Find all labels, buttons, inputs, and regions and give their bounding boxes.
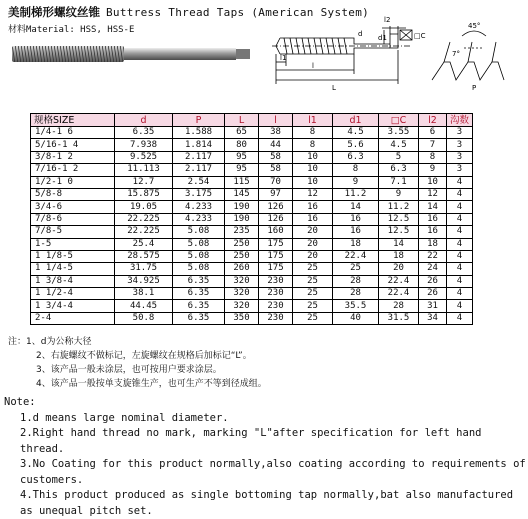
- table-cell: 6.35: [115, 127, 173, 139]
- table-cell: 28.575: [115, 250, 173, 262]
- table-row: [31, 151, 473, 163]
- table-cell: 8: [293, 127, 333, 139]
- column-header: 沟数: [447, 114, 473, 127]
- table-row: [31, 263, 473, 275]
- en-note-1: 1.d means large nominal diameter.: [20, 411, 229, 424]
- table-cell: 9.525: [115, 151, 173, 163]
- table-cell: 4: [447, 275, 473, 287]
- table-cell: 16: [419, 213, 447, 225]
- table-cell: 10: [293, 151, 333, 163]
- spec-table: [30, 113, 473, 325]
- table-cell: 16: [333, 213, 379, 225]
- table-cell: 12: [293, 188, 333, 200]
- table-cell: 70: [259, 176, 293, 188]
- title-cn: 美制梯形螺纹丝锥: [8, 5, 100, 19]
- table-cell: 6.35: [173, 312, 225, 324]
- table-cell: 19.05: [115, 201, 173, 213]
- table-cell: 3: [447, 127, 473, 139]
- tap-dimension-diagram: [272, 8, 524, 108]
- table-cell: 28: [333, 275, 379, 287]
- table-row: [31, 176, 473, 188]
- table-cell: 2.117: [173, 164, 225, 176]
- table-cell: 9: [333, 176, 379, 188]
- table-cell: 58: [259, 164, 293, 176]
- table-cell: 5.08: [173, 238, 225, 250]
- table-cell: 6.3: [379, 164, 419, 176]
- table-cell: 24: [419, 263, 447, 275]
- table-row: [31, 275, 473, 287]
- table-cell: 16: [419, 226, 447, 238]
- column-header: L: [225, 114, 259, 127]
- table-cell: 34.925: [115, 275, 173, 287]
- table-cell: 9: [379, 188, 419, 200]
- table-cell: 18: [333, 238, 379, 250]
- table-cell: 1 1/2-4: [31, 288, 115, 300]
- table-row: [31, 300, 473, 312]
- table-cell: 25: [293, 300, 333, 312]
- table-cell: 1 3/4-4: [31, 300, 115, 312]
- table-cell: 7.938: [115, 139, 173, 151]
- table-cell: 80: [225, 139, 259, 151]
- table-cell: 126: [259, 201, 293, 213]
- table-cell: 126: [259, 213, 293, 225]
- table-cell: 22.4: [379, 288, 419, 300]
- table-cell: 58: [259, 151, 293, 163]
- table-cell: 34: [419, 312, 447, 324]
- table-cell: 3/8-1 2: [31, 151, 115, 163]
- table-cell: 4.233: [173, 213, 225, 225]
- column-header: l2: [419, 114, 447, 127]
- table-cell: 35.5: [333, 300, 379, 312]
- table-cell: 230: [259, 288, 293, 300]
- table-cell: 1/2-1 0: [31, 176, 115, 188]
- table-cell: 175: [259, 250, 293, 262]
- material-label: 材料Material: HSS, HSS-E: [8, 25, 135, 35]
- table-cell: 230: [259, 312, 293, 324]
- table-cell: 12: [419, 188, 447, 200]
- table-cell: 97: [259, 188, 293, 200]
- table-cell: 5.08: [173, 226, 225, 238]
- table-row: [31, 139, 473, 151]
- dim-l: l: [312, 62, 314, 70]
- table-cell: 18: [419, 238, 447, 250]
- table-row: [31, 238, 473, 250]
- table-cell: 1 1/4-5: [31, 263, 115, 275]
- cn-note-1: 1、d为公称大径: [26, 337, 92, 347]
- table-cell: 5.6: [333, 139, 379, 151]
- table-cell: 26: [419, 288, 447, 300]
- table-cell: 3: [447, 139, 473, 151]
- table-cell: 3/4-6: [31, 201, 115, 213]
- table-cell: 10: [293, 164, 333, 176]
- table-cell: 16: [293, 201, 333, 213]
- table-cell: 8: [419, 151, 447, 163]
- table-cell: 25: [293, 275, 333, 287]
- table-cell: 320: [225, 288, 259, 300]
- table-cell: 20: [293, 250, 333, 262]
- cn-note-4: 4、该产品一般按单支旋锥生产，也可生产不等到径成组。: [36, 379, 267, 389]
- table-cell: 6.35: [173, 300, 225, 312]
- table-cell: 3.55: [379, 127, 419, 139]
- dim-d: d: [358, 30, 363, 38]
- table-cell: 320: [225, 300, 259, 312]
- table-cell: 40: [333, 312, 379, 324]
- table-cell: 12.7: [115, 176, 173, 188]
- table-cell: 28: [333, 288, 379, 300]
- table-cell: 4: [447, 288, 473, 300]
- title-en: Buttress Thread Taps (American System): [106, 6, 370, 19]
- table-cell: 10: [293, 176, 333, 188]
- en-note-3: 3.No Coating for this product normally,also coating according to requirements of customers.: [20, 458, 526, 486]
- table-cell: 20: [293, 238, 333, 250]
- table-cell: 190: [225, 213, 259, 225]
- table-cell: 235: [225, 226, 259, 238]
- table-cell: 22.4: [333, 250, 379, 262]
- table-cell: 175: [259, 263, 293, 275]
- table-cell: 14: [379, 238, 419, 250]
- chinese-notes: [8, 335, 267, 391]
- table-row: [31, 213, 473, 225]
- table-cell: 95: [225, 164, 259, 176]
- table-cell: 12.5: [379, 226, 419, 238]
- table-cell: 250: [225, 250, 259, 262]
- table-cell: 160: [259, 226, 293, 238]
- table-cell: 20: [293, 226, 333, 238]
- table-cell: 25: [293, 288, 333, 300]
- table-cell: 15.875: [115, 188, 173, 200]
- table-cell: 20: [379, 263, 419, 275]
- spec-table-header: [31, 114, 473, 127]
- table-cell: 25: [293, 263, 333, 275]
- table-cell: 31: [419, 300, 447, 312]
- table-cell: 6.35: [173, 288, 225, 300]
- table-cell: 1-5: [31, 238, 115, 250]
- table-cell: 4: [447, 250, 473, 262]
- table-cell: 7.1: [379, 176, 419, 188]
- table-cell: 4.5: [379, 139, 419, 151]
- table-cell: 16: [293, 213, 333, 225]
- table-cell: 11.2: [379, 201, 419, 213]
- table-cell: 14: [419, 201, 447, 213]
- header-row: [31, 114, 473, 127]
- table-cell: 6.3: [333, 151, 379, 163]
- table-cell: 1.588: [173, 127, 225, 139]
- table-cell: 22.225: [115, 226, 173, 238]
- column-header: d: [115, 114, 173, 127]
- spec-table-body: [31, 127, 473, 325]
- table-cell: 115: [225, 176, 259, 188]
- table-cell: 8: [333, 164, 379, 176]
- table-cell: 250: [225, 238, 259, 250]
- table-cell: 8: [293, 139, 333, 151]
- table-cell: 22: [419, 250, 447, 262]
- table-cell: 44: [259, 139, 293, 151]
- table-cell: 11.113: [115, 164, 173, 176]
- cn-note-2: 2、右旋螺纹不做标记，左旋螺纹在规格后加标记“L”。: [36, 351, 252, 361]
- table-cell: 22.4: [379, 275, 419, 287]
- table-cell: 4: [447, 213, 473, 225]
- column-header: l1: [293, 114, 333, 127]
- table-cell: 10: [419, 176, 447, 188]
- table-cell: 38.1: [115, 288, 173, 300]
- table-cell: 50.8: [115, 312, 173, 324]
- table-cell: 4: [447, 176, 473, 188]
- table-cell: 5/8-8: [31, 188, 115, 200]
- table-cell: 260: [225, 263, 259, 275]
- table-cell: 6: [419, 127, 447, 139]
- table-cell: 12.5: [379, 213, 419, 225]
- table-cell: 9: [419, 164, 447, 176]
- table-cell: 11.2: [333, 188, 379, 200]
- table-cell: 65: [225, 127, 259, 139]
- table-cell: 350: [225, 312, 259, 324]
- table-cell: 16: [333, 226, 379, 238]
- dim-angle2: 45°: [468, 22, 481, 30]
- dim-square: □C: [414, 32, 426, 40]
- table-cell: 14: [333, 201, 379, 213]
- table-cell: 4: [447, 238, 473, 250]
- table-cell: 4: [447, 201, 473, 213]
- table-cell: 4: [447, 300, 473, 312]
- dim-pitch: P: [472, 84, 477, 92]
- column-header: P: [173, 114, 225, 127]
- table-cell: 25: [333, 263, 379, 275]
- column-header: d1: [333, 114, 379, 127]
- table-cell: 5.08: [173, 250, 225, 262]
- dim-l2: l2: [384, 16, 391, 24]
- table-cell: 320: [225, 275, 259, 287]
- cn-note-3: 3、该产品一般未涂层，也可按用户要求涂层。: [36, 365, 222, 375]
- table-cell: 2.117: [173, 151, 225, 163]
- table-cell: 1/4-1 6: [31, 127, 115, 139]
- english-notes: [4, 395, 526, 519]
- table-cell: 6.35: [173, 275, 225, 287]
- table-cell: 230: [259, 275, 293, 287]
- table-cell: 7/8-6: [31, 213, 115, 225]
- table-cell: 4.233: [173, 201, 225, 213]
- table-cell: 44.45: [115, 300, 173, 312]
- table-cell: 175: [259, 238, 293, 250]
- table-cell: 4.5: [333, 127, 379, 139]
- table-cell: 4: [447, 226, 473, 238]
- table-cell: 25.4: [115, 238, 173, 250]
- table-cell: 18: [379, 250, 419, 262]
- dim-L: L: [332, 84, 336, 92]
- column-header: □C: [379, 114, 419, 127]
- tap-product-image: [12, 44, 250, 64]
- cn-note-row-1: [8, 335, 267, 349]
- table-cell: 28: [379, 300, 419, 312]
- table-cell: 7: [419, 139, 447, 151]
- table-row: [31, 250, 473, 262]
- table-cell: 3: [447, 164, 473, 176]
- dim-l1: l1: [280, 54, 287, 62]
- table-row: [31, 201, 473, 213]
- en-note-4: 4.This product produced as single bottoming tap normally,bat also manufactured as unequal pitch set.: [20, 489, 514, 517]
- table-cell: 5.08: [173, 263, 225, 275]
- table-cell: 26: [419, 275, 447, 287]
- table-cell: 5: [379, 151, 419, 163]
- table-cell: 1 1/8-5: [31, 250, 115, 262]
- table-cell: 1.814: [173, 139, 225, 151]
- table-cell: 2.54: [173, 176, 225, 188]
- table-row: [31, 188, 473, 200]
- table-row: [31, 127, 473, 139]
- dim-d1: d1: [378, 34, 387, 42]
- table-cell: 4: [447, 188, 473, 200]
- table-cell: 7/16-1 2: [31, 164, 115, 176]
- table-cell: 25: [293, 312, 333, 324]
- en-note-2: 2.Right hand thread no mark, marking "L"after specification for left hand thread.: [20, 427, 482, 455]
- table-row: [31, 312, 473, 324]
- table-cell: 145: [225, 188, 259, 200]
- table-cell: 38: [259, 127, 293, 139]
- table-cell: 7/8-5: [31, 226, 115, 238]
- table-row: [31, 164, 473, 176]
- table-cell: 5/16-1 4: [31, 139, 115, 151]
- table-cell: 4: [447, 312, 473, 324]
- table-cell: 22.225: [115, 213, 173, 225]
- table-cell: 4: [447, 263, 473, 275]
- table-cell: 2-4: [31, 312, 115, 324]
- en-notes-title: Note:: [4, 396, 36, 408]
- table-cell: 31.75: [115, 263, 173, 275]
- table-cell: 31.5: [379, 312, 419, 324]
- table-cell: 3: [447, 151, 473, 163]
- table-cell: 3.175: [173, 188, 225, 200]
- table-row: [31, 288, 473, 300]
- column-header: 规格SIZE: [31, 114, 115, 127]
- dim-angle: 7°: [452, 50, 460, 58]
- column-header: l: [259, 114, 293, 127]
- table-cell: 95: [225, 151, 259, 163]
- table-cell: 190: [225, 201, 259, 213]
- table-cell: 230: [259, 300, 293, 312]
- table-row: [31, 226, 473, 238]
- table-cell: 1 3/8-4: [31, 275, 115, 287]
- cn-notes-prefix: 注：: [8, 337, 27, 347]
